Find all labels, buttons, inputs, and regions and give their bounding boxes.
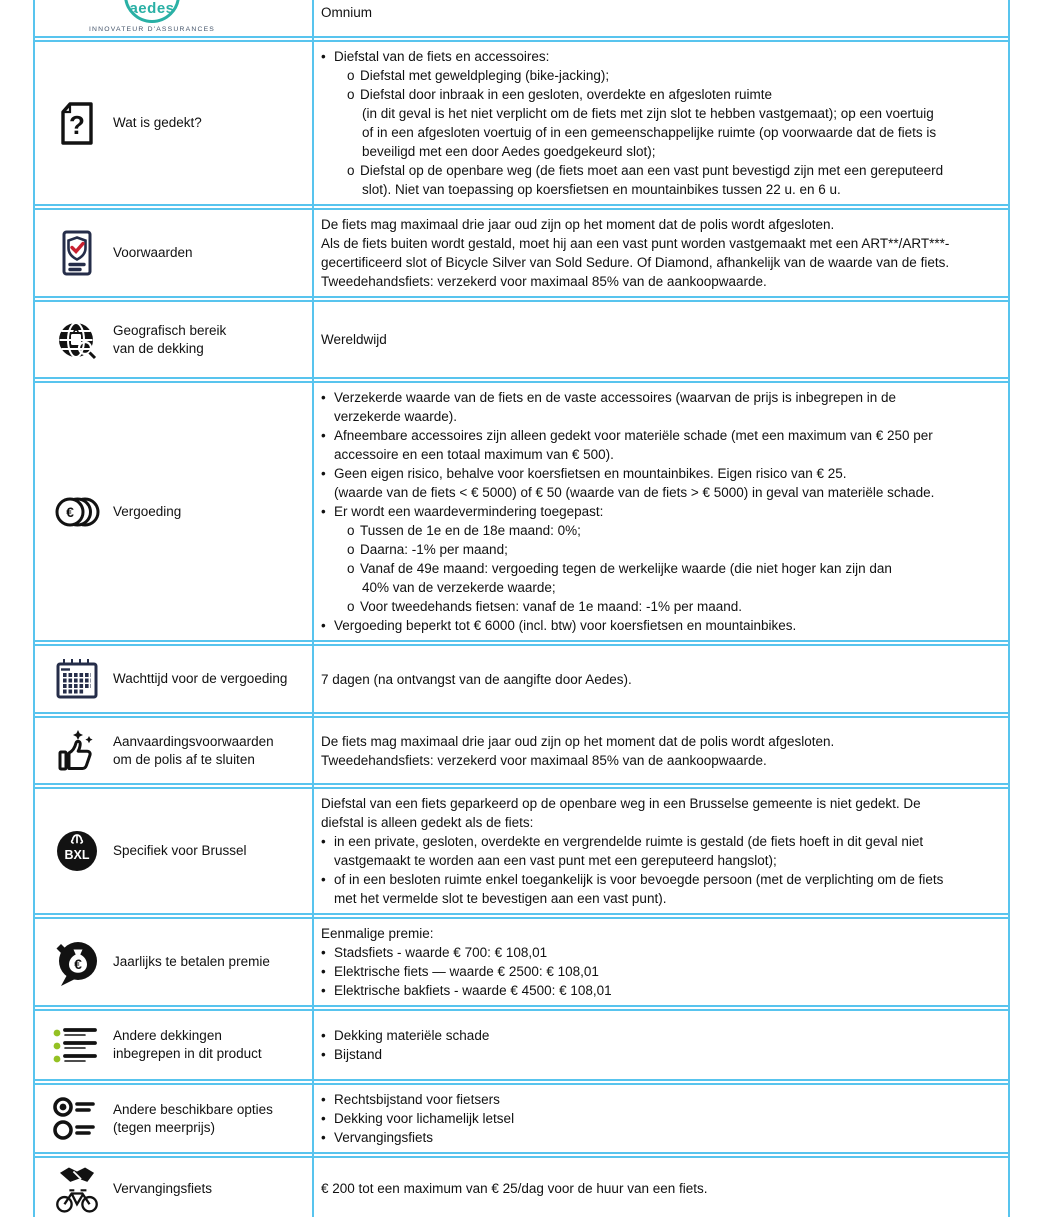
content-text: Elektrische bakfiets - waarde € 4500: € 108,01 <box>334 983 612 998</box>
table-row <box>35 40 1008 206</box>
row-content-cell <box>312 646 1008 712</box>
table-row <box>35 381 1008 642</box>
content-text: Tweedehandsfiets: verzekerd voor maximaal 85% van de aankoopwaarde. <box>321 752 767 768</box>
content-line <box>334 407 996 426</box>
svg-text:€: € <box>66 503 74 520</box>
product-name: Omnium <box>321 5 373 20</box>
table-row <box>35 208 1008 298</box>
content-line <box>362 104 996 123</box>
content-bullet-line <box>321 943 996 962</box>
content-text: 40% van de verzekerde waarde; <box>362 580 556 595</box>
row-label-cell-specifiek-brussel <box>35 789 312 913</box>
content-bullet-line <box>347 540 996 559</box>
premium-euro-bag-icon <box>50 935 104 989</box>
content-text: 7 dagen (na ontvangst van de aangifte door Aedes). <box>321 671 632 687</box>
content-bullet-line <box>321 1128 996 1147</box>
row-content-cell <box>312 1085 1008 1152</box>
row-label-cell-wachttijd <box>35 646 312 712</box>
content-bullet-line <box>321 1045 996 1064</box>
aedes-logo-tagline: INNOVATEUR D'ASSURANCES <box>88 26 216 33</box>
row-label <box>113 1101 273 1137</box>
bullet-marker: • <box>321 1111 326 1126</box>
calendar-icon <box>50 652 104 706</box>
content-bullet-line <box>347 597 996 616</box>
table-row <box>35 917 1008 1007</box>
content-line <box>321 924 996 943</box>
content-bullet-line <box>321 616 996 635</box>
row-label-cell-andere-dekkingen <box>35 1011 312 1079</box>
content-text: De fiets mag maximaal drie jaar oud zijn op het moment dat de polis wordt afgesloten. <box>321 217 835 232</box>
table-rows <box>35 40 1008 1217</box>
content-line <box>321 330 996 349</box>
content-line <box>321 1179 996 1198</box>
content-line <box>362 578 996 597</box>
content-bullet-line <box>347 521 996 540</box>
content-line <box>321 272 996 291</box>
bullet-marker: • <box>321 504 326 519</box>
row-label-line: om de polis af te sluiten <box>113 751 255 767</box>
row-label-cell-voorwaarden <box>35 210 312 296</box>
content-line <box>321 215 996 234</box>
content-text: Er wordt een waardevermindering toegepast: <box>334 504 604 519</box>
row-label-line: Specifiek voor Brussel <box>113 843 247 858</box>
sub-bullet-marker: o <box>347 523 355 538</box>
row-label-line: Andere dekkingen <box>113 1028 222 1043</box>
sub-bullet-marker: o <box>347 561 355 576</box>
header-logo-cell <box>35 0 312 36</box>
row-label <box>113 244 193 262</box>
row-label-line: (tegen meerprijs) <box>113 1119 216 1135</box>
content-text: Diefstal van de fiets en accessoires: <box>334 49 550 64</box>
bullet-marker: • <box>321 1092 326 1107</box>
row-label-line: van de dekking <box>113 340 204 356</box>
table-row <box>35 1083 1008 1154</box>
row-label-cell-vergoeding <box>35 383 312 640</box>
table-row <box>35 716 1008 785</box>
table-row <box>35 300 1008 379</box>
sub-bullet-marker: o <box>347 163 355 178</box>
content-bullet-line <box>347 66 996 85</box>
content-bullet-line <box>321 502 996 521</box>
content-line <box>334 851 996 870</box>
bullet-marker: • <box>321 428 326 443</box>
content-line <box>321 732 996 751</box>
content-bullet-line <box>321 1109 996 1128</box>
product-name-cell <box>312 0 1008 36</box>
content-line <box>321 794 996 813</box>
content-text: Diefstal van een fiets geparkeerd op de openbare weg in een Brusselse gemeente is niet gedekt. De <box>321 796 921 811</box>
row-label <box>113 670 287 688</box>
row-content-cell <box>312 1011 1008 1079</box>
content-text: Wereldwijd <box>321 332 387 347</box>
table-row <box>35 1009 1008 1081</box>
content-bullet-line <box>321 832 996 851</box>
content-text: accessoire en een totaal maximum van € 500). <box>334 447 614 462</box>
sub-bullet-marker: o <box>347 68 355 83</box>
svg-text:€: € <box>74 956 82 972</box>
content-text: of in een afgesloten voertuig of in een gemeenschappelijke ruimte (op voorwaarde dat de fiets is <box>362 125 937 140</box>
content-text: Diefstal met geweldpleging (bike-jacking); <box>360 68 610 83</box>
row-content-cell <box>312 383 1008 640</box>
row-label-line: inbegrepen in dit product <box>113 1046 262 1061</box>
content-text: Daarna: -1% per maand; <box>360 542 508 557</box>
content-text: € 200 tot een maximum van € 25/dag voor de huur van een fiets. <box>321 1181 708 1196</box>
row-label-cell-jaarlijkse-premie <box>35 919 312 1005</box>
bullet-marker: • <box>321 466 326 481</box>
content-line <box>362 142 996 161</box>
row-content-cell <box>312 302 1008 377</box>
sub-bullet-marker: o <box>347 542 355 557</box>
row-label-cell-andere-opties <box>35 1085 312 1152</box>
bullet-marker: • <box>321 872 326 887</box>
content-text: met het vermelde slot te bevestigen aan een vast punt). <box>334 891 667 906</box>
comparison-table <box>33 0 1010 1217</box>
document-question-icon <box>50 96 104 150</box>
bullet-marker: • <box>321 945 326 960</box>
content-text: Vanaf de 49e maand: vergoeding tegen de werkelijke waarde (die niet hoger kan zijn dan <box>360 561 892 576</box>
content-text: Geen eigen risico, behalve voor koersfietsen en mountainbikes. Eigen risico van € 25. <box>334 466 847 481</box>
content-bullet-line <box>321 388 996 407</box>
bxl-circle-icon <box>50 824 104 878</box>
content-text: (waarde van de fiets < € 5000) of € 50 (waarde van de fiets > € 5000) in geval van materiële schade. <box>334 485 935 500</box>
content-text: of in een besloten ruimte enkel toegankelijk is voor bevoegde persoon (met de verplichting om de fiets <box>334 872 944 887</box>
content-text: Eenmalige premie: <box>321 926 434 941</box>
bullet-marker: • <box>321 1047 326 1062</box>
content-text: Elektrische fiets — waarde € 2500: € 108,01 <box>334 964 599 979</box>
content-line <box>362 180 996 199</box>
sub-bullet-marker: o <box>347 599 355 614</box>
table-row <box>35 787 1008 915</box>
euro-coins-icon <box>50 485 104 539</box>
content-text: beveiligd met een door Aedes goedgekeurd slot); <box>362 144 656 159</box>
bullet-marker: • <box>321 1130 326 1145</box>
row-label-cell-geografisch-bereik <box>35 302 312 377</box>
row-label-line: Wachttijd voor de vergoeding <box>113 671 288 686</box>
content-text: in een private, gesloten, overdekte en vergrendelde ruimte is gestald (de fiets hoeft in dit geval niet <box>334 834 924 849</box>
content-text: Dekking materiële schade <box>334 1028 490 1043</box>
content-bullet-line <box>321 464 996 483</box>
content-text: Tussen de 1e en de 18e maand: 0%; <box>360 523 581 538</box>
row-label <box>113 114 202 132</box>
table-row-header <box>35 0 1008 38</box>
content-text: vastgemaakt te worden aan een vast punt met een gereputeerd hangslot); <box>334 853 777 868</box>
content-text: (in dit geval is het niet verplicht om de fiets met zijn slot te hebben vastgemaat); op een voertuig <box>362 106 934 121</box>
content-text: Vergoeding beperkt tot € 6000 (incl. btw) voor koersfietsen en mountainbikes. <box>334 618 797 633</box>
table-row <box>35 1156 1008 1217</box>
bullet-marker: • <box>321 390 326 405</box>
content-text: Dekking voor lichamelijk letsel <box>334 1111 515 1126</box>
content-text: Afneembare accessoires zijn alleen gedekt voor materiële schade (met een maximum van € 250 per <box>334 428 933 443</box>
row-label <box>113 953 270 971</box>
content-text: Diefstal op de openbare weg (de fiets moet aan een vast punt bevestigd zijn met een gereputeerd <box>360 163 944 178</box>
row-label-cell-aanvaardingsvoorwaarden <box>35 718 312 783</box>
content-bullet-line <box>321 981 996 1000</box>
row-label <box>113 1027 262 1063</box>
content-text: Diefstal door inbraak in een gesloten, overdekte en afgesloten ruimte <box>360 87 773 102</box>
content-line <box>321 253 996 272</box>
row-content-cell <box>312 789 1008 913</box>
content-text: Verzekerde waarde van de fiets en de vaste accessoires (waarvan de prijs is inbegrepen in de <box>334 390 897 405</box>
svg-text:?: ? <box>69 110 85 140</box>
content-text: Vervangingsfiets <box>334 1130 434 1145</box>
row-label-line: Voorwaarden <box>113 245 193 260</box>
aedes-logo-circle <box>124 0 180 23</box>
content-text: slot). Niet van toepassing op koersfietsen en mountainbikes tussen 22 u. en 6 u. <box>362 182 841 197</box>
row-label-cell-vervangingsfiets <box>35 1158 312 1217</box>
content-text: Rechtsbijstand voor fietsers <box>334 1092 500 1107</box>
content-text: Bijstand <box>334 1047 383 1062</box>
content-bullet-line <box>347 85 996 104</box>
content-bullet-line <box>321 1090 996 1109</box>
row-label-line: Vervangingsfiets <box>113 1180 213 1196</box>
content-text: Tweedehandsfiets: verzekerd voor maximaal 85% van de aankoopwaarde. <box>321 274 767 289</box>
bullet-marker: • <box>321 49 326 64</box>
content-line <box>321 751 996 770</box>
content-bullet-line <box>321 1026 996 1045</box>
bullet-marker: • <box>321 834 326 849</box>
content-line <box>321 813 996 832</box>
row-label <box>113 1180 212 1198</box>
row-label-line: Vergoeding <box>113 503 182 519</box>
content-text: Stadsfiets - waarde € 700: € 108,01 <box>334 945 548 960</box>
column-divider <box>312 0 314 1217</box>
content-text: gecertificeerd slot of Bicycle Silver van Sold Sedure. Of Diamond, afhankelijk van de waarde van de fiets. <box>321 255 950 270</box>
content-line <box>334 889 996 908</box>
content-bullet-line <box>321 426 996 445</box>
row-label <box>113 322 226 358</box>
content-bullet-line <box>321 47 996 66</box>
content-line <box>362 123 996 142</box>
content-bullet-line <box>347 161 996 180</box>
content-line <box>321 234 996 253</box>
included-list-icon <box>50 1018 104 1072</box>
row-label-line: Wat is gedekt? <box>113 115 202 130</box>
content-text: verzekerde waarde). <box>334 409 458 424</box>
bullet-marker: • <box>321 964 326 979</box>
content-bullet-line <box>321 962 996 981</box>
svg-text:BXL: BXL <box>64 848 90 862</box>
row-label-cell-wat-is-gedekt <box>35 42 312 204</box>
content-text: diefstal is alleen gedekt als de fiets: <box>321 815 534 830</box>
row-label-line: Geografisch bereik <box>113 322 227 338</box>
row-content-cell <box>312 210 1008 296</box>
bullet-marker: • <box>321 983 326 998</box>
row-label-line: Andere beschikbare opties <box>113 1101 273 1117</box>
row-content-cell <box>312 1158 1008 1217</box>
content-text: Voor tweedehands fietsen: vanaf de 1e maand: -1% per maand. <box>360 599 743 614</box>
row-label <box>113 503 181 521</box>
row-content-cell <box>312 718 1008 783</box>
content-bullet-line <box>347 559 996 578</box>
options-radio-icon <box>50 1092 104 1146</box>
row-label-line: Jaarlijks te betalen premie <box>113 954 270 969</box>
row-label <box>113 733 274 769</box>
sub-bullet-marker: o <box>347 87 355 102</box>
thumbs-up-stars-icon <box>50 724 104 778</box>
row-label-line: Aanvaardingsvoorwaarden <box>113 733 274 749</box>
bullet-marker: • <box>321 618 326 633</box>
content-line <box>334 445 996 464</box>
shield-check-document-icon <box>50 226 104 280</box>
aedes-logo-text: aedes <box>129 0 175 17</box>
content-bullet-line <box>321 870 996 889</box>
globe-search-icon <box>50 313 104 367</box>
row-content-cell <box>312 919 1008 1005</box>
replacement-bike-icon <box>50 1162 104 1216</box>
row-label <box>113 842 247 860</box>
content-line <box>334 483 996 502</box>
aedes-logo <box>62 0 242 36</box>
content-line <box>321 670 996 689</box>
content-text: De fiets mag maximaal drie jaar oud zijn op het moment dat de polis wordt afgesloten. <box>321 733 835 749</box>
row-content-cell <box>312 42 1008 204</box>
bullet-marker: • <box>321 1028 326 1043</box>
content-text: Als de fiets buiten wordt gestald, moet hij aan een vast punt worden vastgemaakt met een ART**/ART***- <box>321 236 950 251</box>
table-row <box>35 644 1008 714</box>
